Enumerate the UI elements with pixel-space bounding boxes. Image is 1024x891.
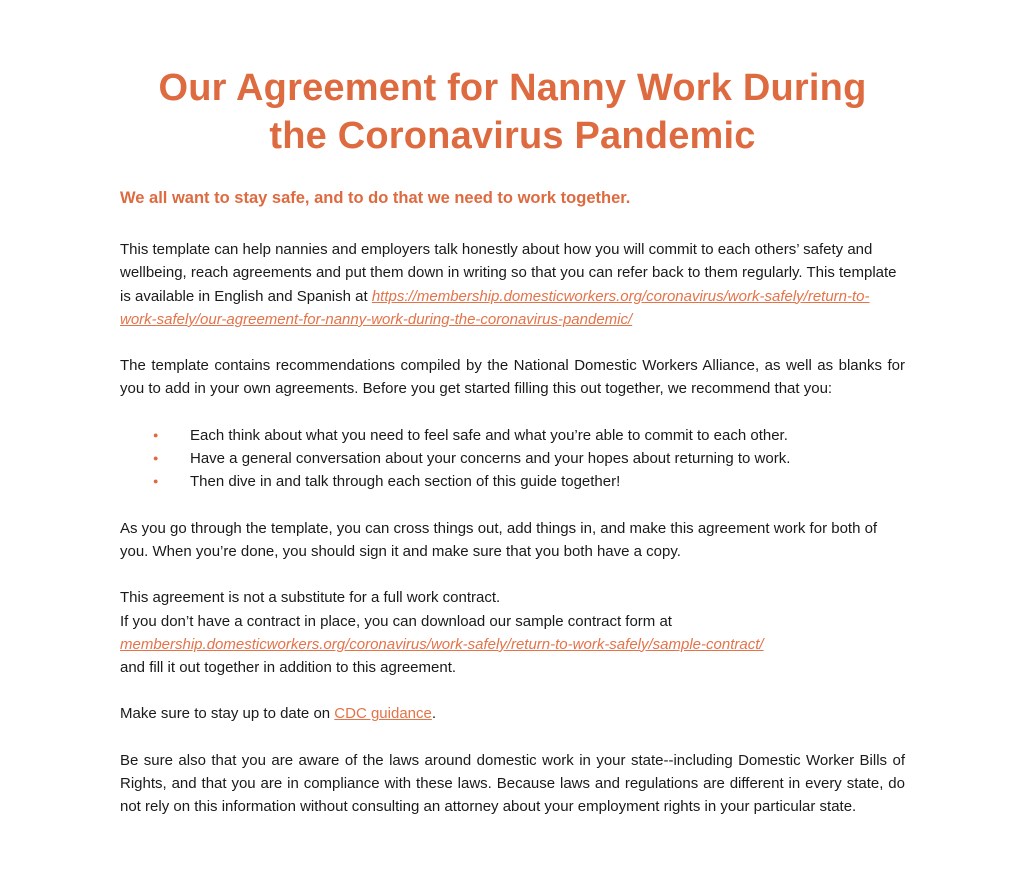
paragraph-template-contents: The template contains recommendations compiled by the National Domestic Workers Alliance, as well as blanks for you to add in your own agreements. Before you get started filling this out together, we recommend that you:: [120, 357, 905, 398]
list-item: ● Have a general conversation about your concerns and your hopes about returning to work.: [190, 447, 905, 470]
document-subtitle: We all want to stay safe, and to do that we need to work together.: [120, 189, 631, 207]
paragraph-not-a-substitute: [120, 586, 905, 679]
document-title-line1: Our Agreement for Nanny Work During: [158, 67, 867, 109]
paragraph-not-a-substitute-line3: and fill it out together in addition to this agreement.: [120, 659, 457, 677]
paragraph-not-a-substitute-line1: This agreement is not a substitute for a full work contract.: [120, 589, 501, 607]
sample-contract-url-link[interactable]: membership.domesticworkers.org/coronavirus/work-safely/return-to-work-safely/sample-contract/: [120, 635, 764, 653]
recommendations-list: [120, 424, 905, 494]
paragraph-not-a-substitute-line2: If you don’t have a contract in place, you can download our sample contract form at: [120, 612, 672, 630]
paragraph-template-intro-text: This template can help nannies and employers talk honestly about how you will commit to each others’ safety and wellbeing, reach agreements and put them down in writing so that you can refer back to them regularly. This template is available in English and Spanish at: [120, 241, 897, 305]
document-title-line2: the Coronavirus Pandemic: [269, 115, 756, 157]
cdc-guidance-link[interactable]: CDC guidance: [334, 705, 432, 723]
agreement-template-url-link[interactable]: https://membership.domesticworkers.org/coronavirus/work-safely/return-to-work-safely/our-agreement-for-nanny-work-during-the-coronavirus-pandemic/: [120, 287, 870, 328]
paragraph-cross-things-out: As you go through the template, you can cross things out, add things in, and make this agreement work for both of you. When you’re done, you should sign it and make sure that you both have a copy.: [120, 519, 878, 560]
list-item: ● Then dive in and talk through each section of this guide together!: [190, 470, 905, 493]
paragraph-state-laws: Be sure also that you are aware of the laws around domestic work in your state--including Domestic Worker Bills of Rights, and that you are in compliance with these laws. Because laws and regulations are different in every state, do not rely on this information without consulting an attorney about your employment rights in your particular state.: [120, 751, 905, 816]
document-title: [120, 64, 905, 160]
paragraph-cdc: [120, 702, 905, 725]
list-item: ● Each think about what you need to feel safe and what you’re able to commit to each other.: [190, 424, 905, 447]
paragraph-cdc-text-before: Make sure to stay up to date on: [120, 705, 335, 723]
paragraph-template-intro: [120, 238, 905, 331]
paragraph-cdc-text-after: .: [431, 705, 437, 723]
